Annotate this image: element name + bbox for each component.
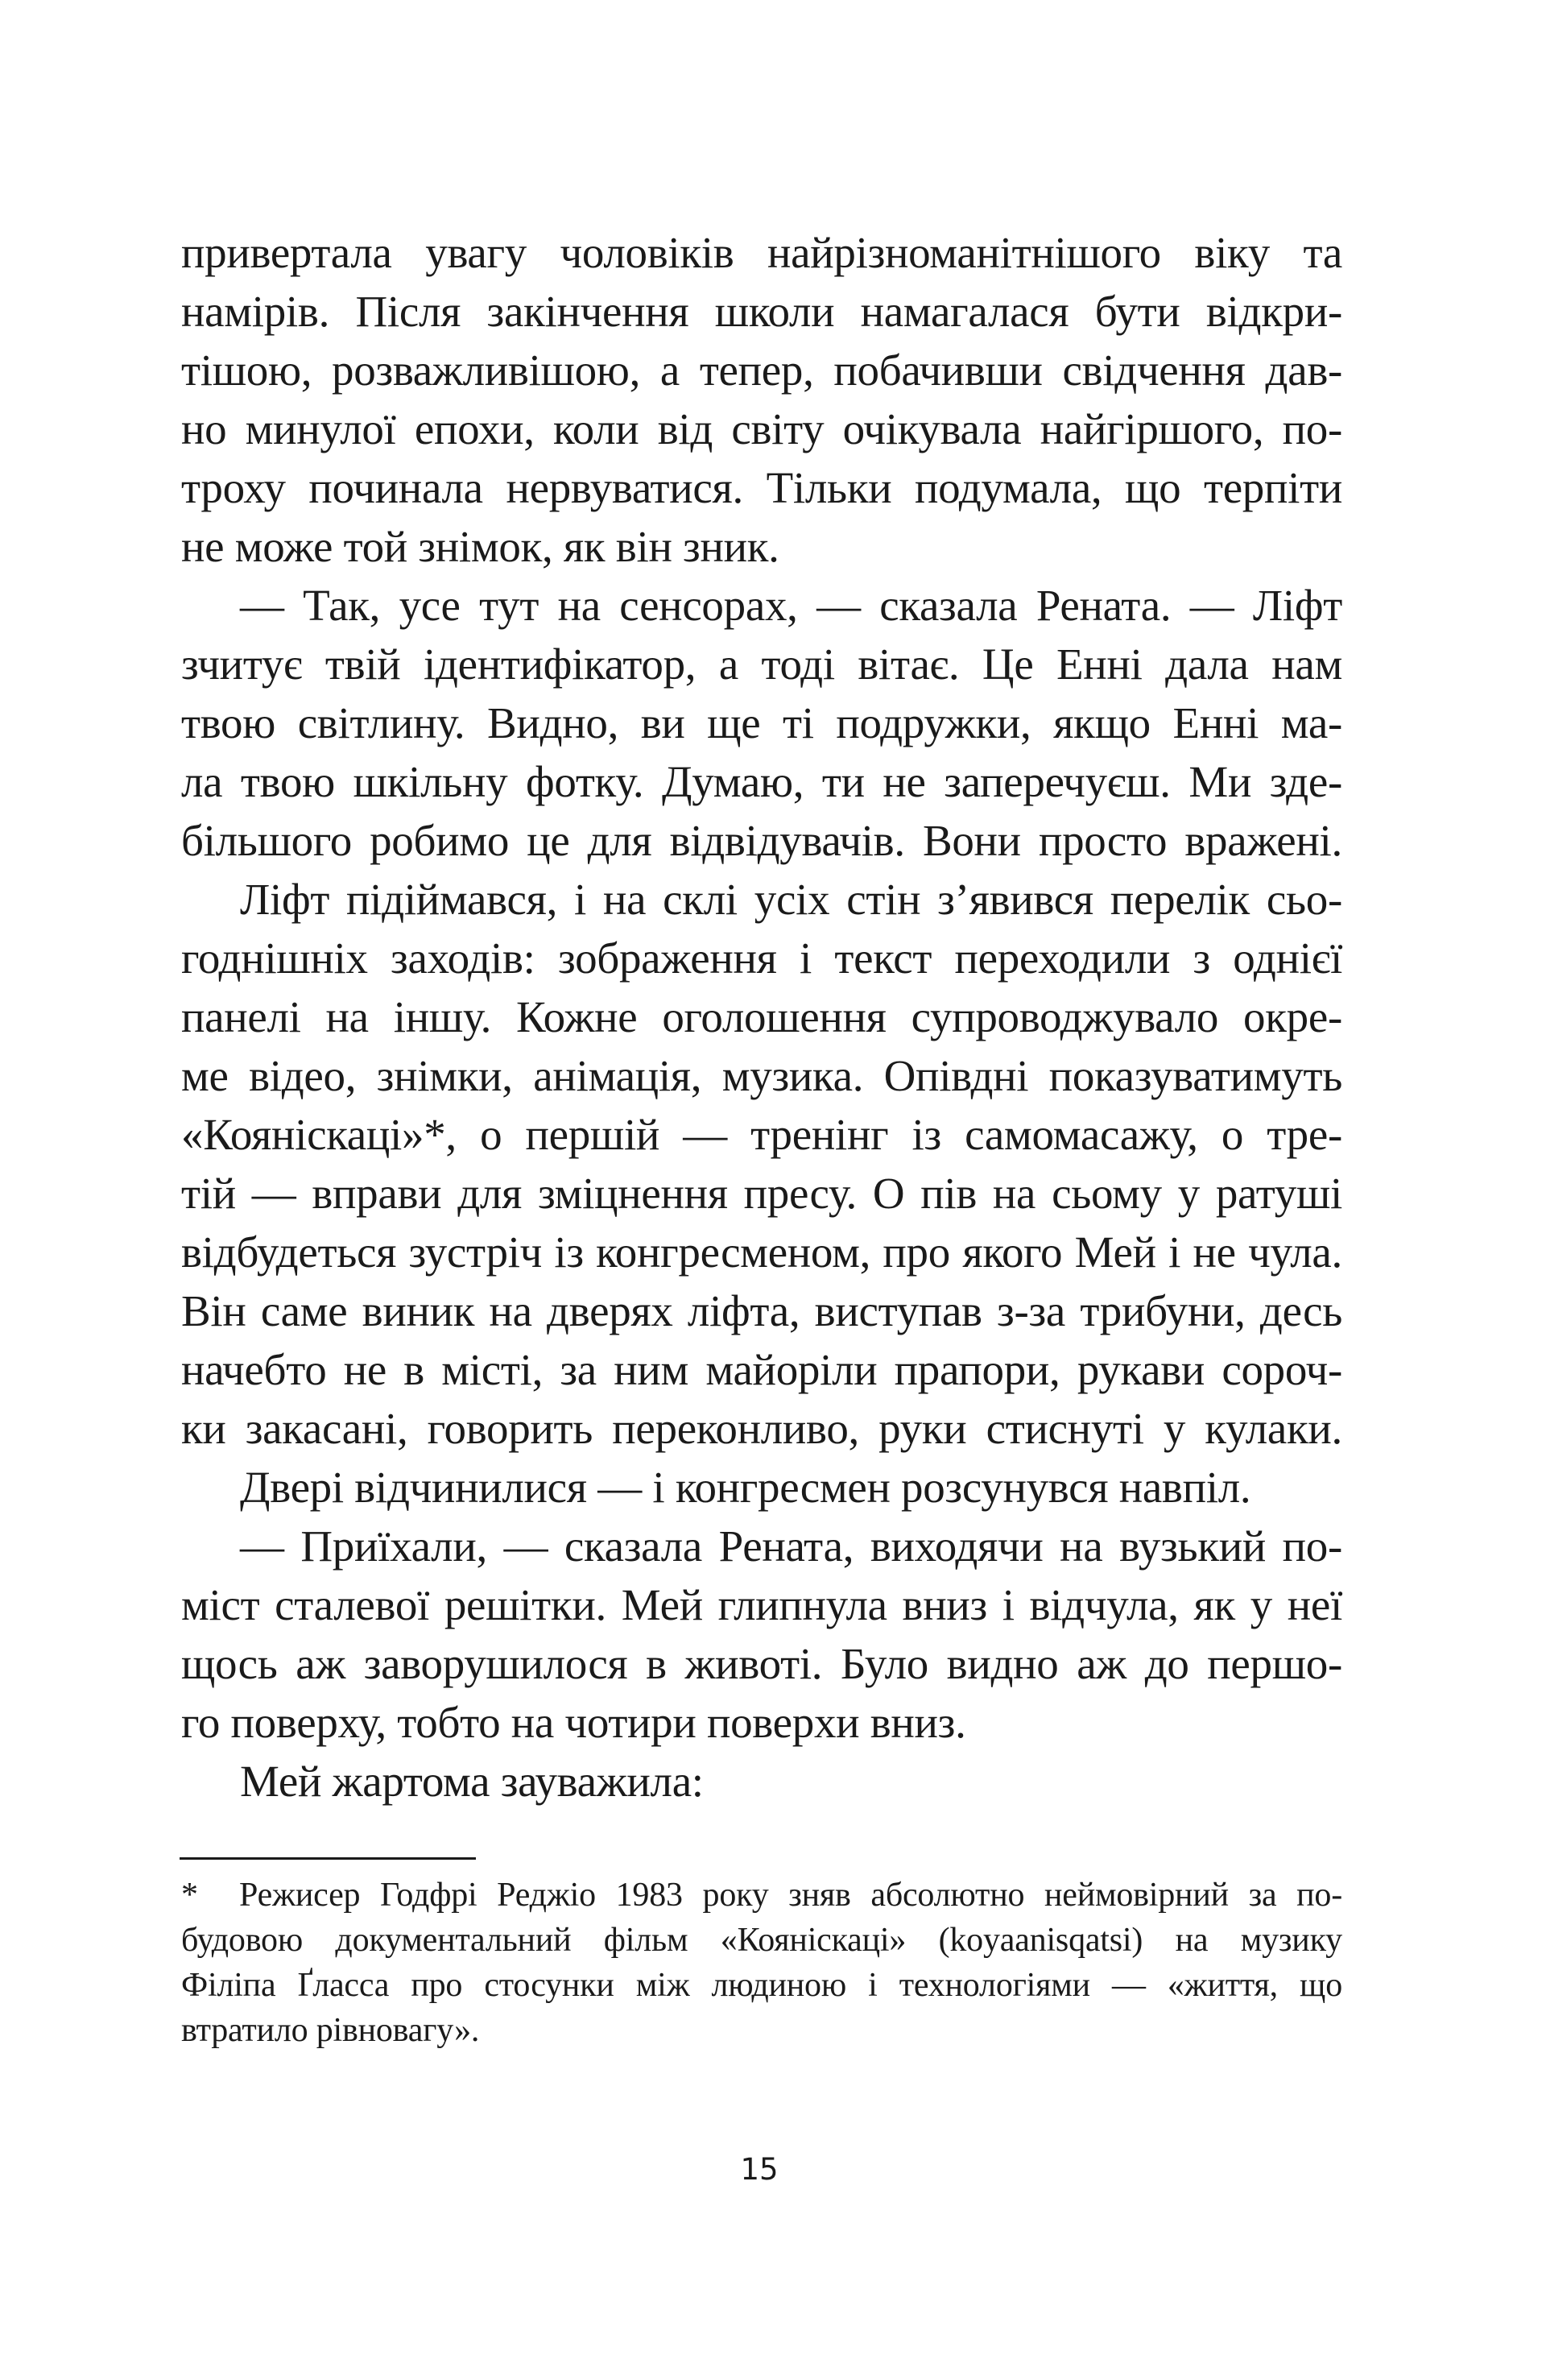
footnote-line-text: Режисер Годфрі Реджіо 1983 року зняв абсолютно неймовірний за по- — [239, 1877, 1342, 1914]
text-line: намірів. Після закінчення школи намагалася бути відкри- — [181, 287, 1342, 336]
text-line: Двері відчинилися — і конгресмен розсунувся навпіл. — [240, 1463, 1251, 1512]
footnote-line: будовою документальний фільм «Кояніскаці» (koyaanisqatsi) на музику — [181, 1922, 1342, 1959]
text-line: — Приїхали, — сказала Рената, виходячи на вузький по- — [240, 1521, 1342, 1571]
text-line: но минулої епохи, коли від світу очікувала найгіршого, по- — [181, 404, 1342, 453]
text-line: міст сталевої решітки. Мей глипнула вниз і відчула, як у неї — [181, 1580, 1342, 1629]
text-line: зчитує твій ідентифікатор, а тоді вітає. Це Енні дала нам — [181, 639, 1342, 689]
text-line: «Кояніскаці»*, о першій — тренінг із самомасажу, о тре- — [181, 1110, 1342, 1159]
text-line: тішою, розважливішою, а тепер, побачивши свідчення дав- — [181, 346, 1342, 395]
text-line: панелі на іншу. Кожне оголошення супроводжувало окре- — [181, 992, 1342, 1041]
body-text — [181, 223, 1342, 1811]
text-line: ме відео, знімки, анімація, музика. Опівдні показуватимуть — [181, 1051, 1342, 1100]
text-line: ла твою шкільну фотку. Думаю, ти не заперечуєш. Ми зде- — [181, 757, 1342, 806]
text-line: — Так, усе тут на сенсорах, — сказала Рената. — Ліфт — [240, 581, 1342, 630]
text-line: більшого робимо це для відвідувачів. Вони просто вражені. — [181, 816, 1342, 865]
page-number: 15 — [740, 2152, 779, 2187]
text-line: ки закасані, говорить переконливо, руки стиснуті у кулаки. — [181, 1404, 1342, 1453]
text-line: начебто не в місті, за ним майоріли прапори, рукави сороч- — [181, 1345, 1342, 1394]
text-line: не може той знімок, як він зник. — [181, 522, 779, 571]
text-line: Ліфт підіймався, і на склі усіх стін з’явився перелік сьо- — [240, 875, 1342, 924]
text-line: відбудеться зустріч із конгресменом, про якого Мей і не чула. — [181, 1227, 1342, 1277]
text-line: привертала увагу чоловіків найрізноманітнішого віку та — [181, 228, 1342, 277]
text-line: Він саме виник на дверях ліфта, виступав з-за трибуни, десь — [181, 1286, 1342, 1335]
text-line: тій — вправи для зміцнення пресу. О пів на сьому у ратуші — [181, 1169, 1342, 1218]
text-line: троху починала нервуватися. Тільки подумала, що терпіти — [181, 463, 1342, 512]
footnote — [181, 1873, 1342, 2053]
footnote-line: Філіпа Ґласса про стосунки між людиною і технологіями — «життя, що — [181, 1967, 1342, 2004]
text-line: го поверху, тобто на чотири поверхи вниз. — [181, 1698, 966, 1747]
footnote-marker: * — [181, 1877, 198, 1914]
footnote-line: втратило рівновагу». — [181, 2012, 480, 2049]
text-line: твою світлину. Видно, ви ще ті подружки, якщо Енні ма- — [181, 698, 1342, 747]
footnote-divider — [180, 1857, 476, 1860]
footnote-line — [181, 1873, 1342, 1918]
text-line: годнішніх заходів: зображення і текст переходили з однієї — [181, 933, 1342, 983]
text-line: щось аж заворушилося в животі. Було видно аж до першо- — [181, 1639, 1342, 1688]
text-line: Мей жартома зауважила: — [240, 1757, 704, 1806]
